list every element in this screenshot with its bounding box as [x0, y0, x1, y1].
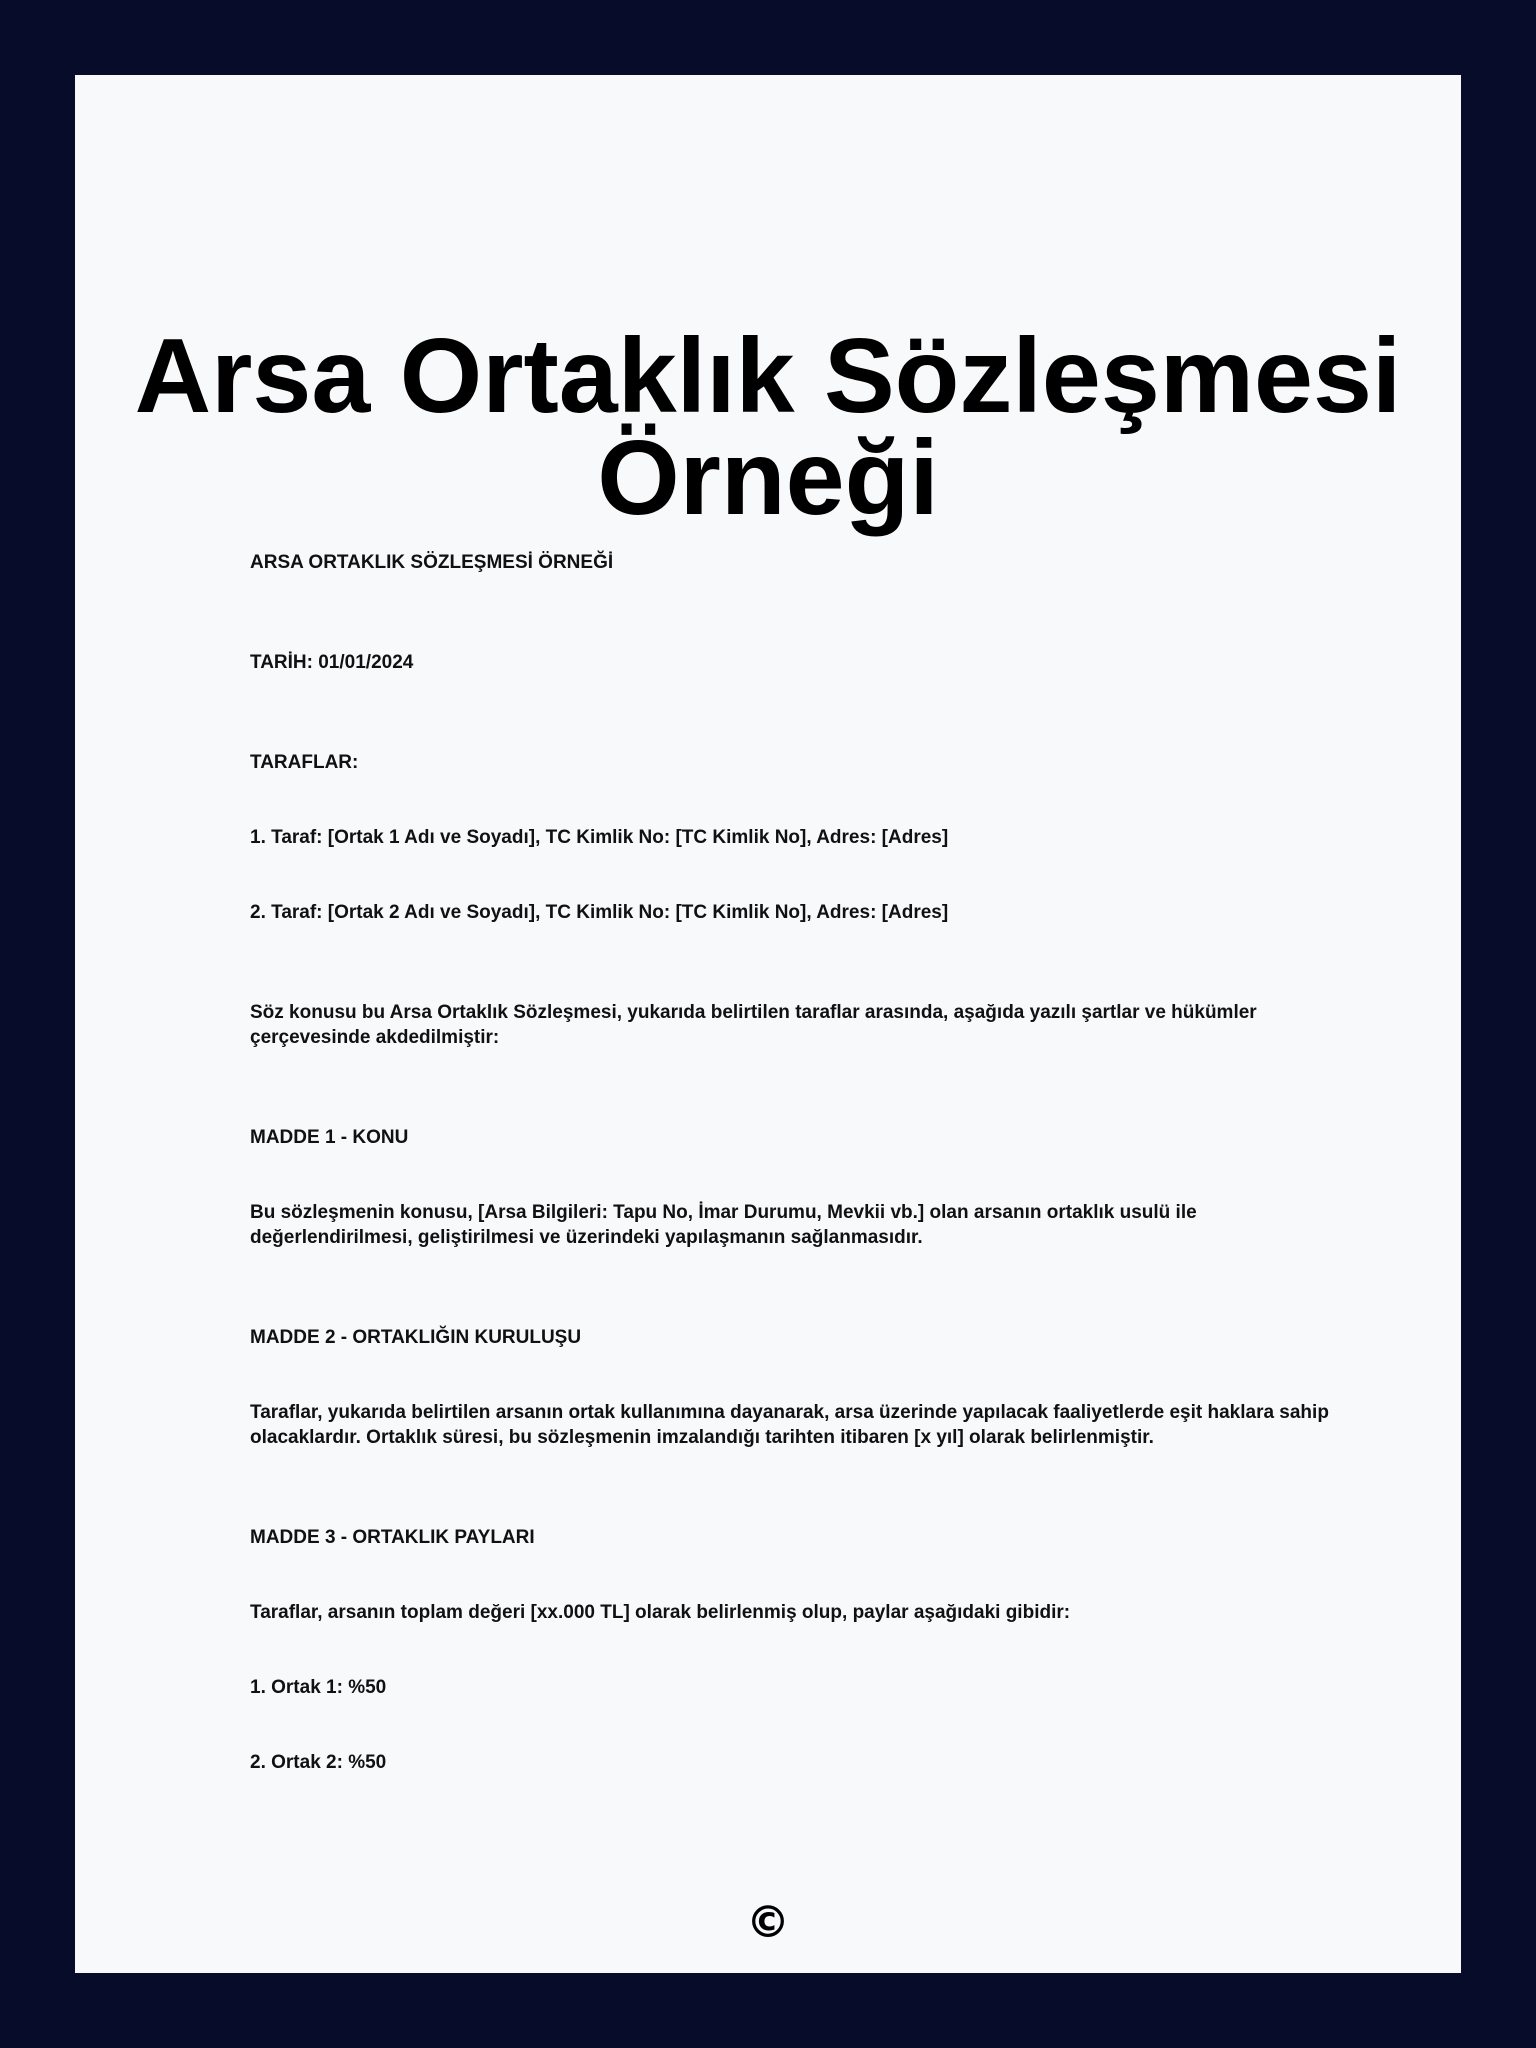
party-1: 1. Taraf: [Ortak 1 Adı ve Soyadı], TC Kimlik No: [TC Kimlik No], Adres: [Adres]: [250, 827, 949, 848]
article-1-text: Bu sözleşmenin konusu, [Arsa Bilgileri: Tapu No, İmar Durumu, Mevkii vb.] olan arsanın ortaklık usulü ile değerlendirilmesi, geliştirilmesi ve üzerindeki yapılaşmanın sağlanmasıdır.: [250, 1202, 1197, 1248]
party-2: 2. Taraf: [Ortak 2 Adı ve Soyadı], TC Kimlik No: [TC Kimlik No], Adres: [Adres]: [250, 902, 949, 923]
parties-heading: TARAFLAR:: [250, 752, 359, 773]
article-2-text: Taraflar, yukarıda belirtilen arsanın ortak kullanımına dayanarak, arsa üzerinde yapılacak faaliyetlerde eşit haklara sahip olacaklardır. Ortaklık süresi, bu sözleşmenin imzalandığı tarihten itibaren [x yıl] olarak belirlenmiştir.: [250, 1402, 1329, 1448]
article-3-heading: MADDE 3 - ORTAKLIK PAYLARI: [250, 1527, 535, 1548]
copyright-icon: ©: [746, 1897, 790, 1948]
document-heading: ARSA ORTAKLIK SÖZLEŞMESİ ÖRNEĞİ: [250, 552, 614, 573]
share-2: 2. Ortak 2: %50: [250, 1752, 387, 1773]
date-line: TARİH: 01/01/2024: [250, 652, 414, 673]
document-title: Arsa Ortaklık Sözleşmesi Örneği: [134, 317, 1402, 537]
preamble-paragraph: Söz konusu bu Arsa Ortaklık Sözleşmesi, yukarıda belirtilen taraflar arasında, aşağıda yazılı şartlar ve hükümler çerçevesinde akdedilmiştir:: [250, 1002, 1257, 1048]
document-body: [250, 550, 1360, 1775]
article-1-heading: MADDE 1 - KONU: [250, 1127, 409, 1148]
article-2-heading: MADDE 2 - ORTAKLIĞIN KURULUŞU: [250, 1327, 582, 1348]
article-3-text: Taraflar, arsanın toplam değeri [xx.000 TL] olarak belirlenmiş olup, paylar aşağıdaki gibidir:: [250, 1602, 1071, 1623]
document-page: [75, 75, 1461, 1973]
share-1: 1. Ortak 1: %50: [250, 1677, 387, 1698]
